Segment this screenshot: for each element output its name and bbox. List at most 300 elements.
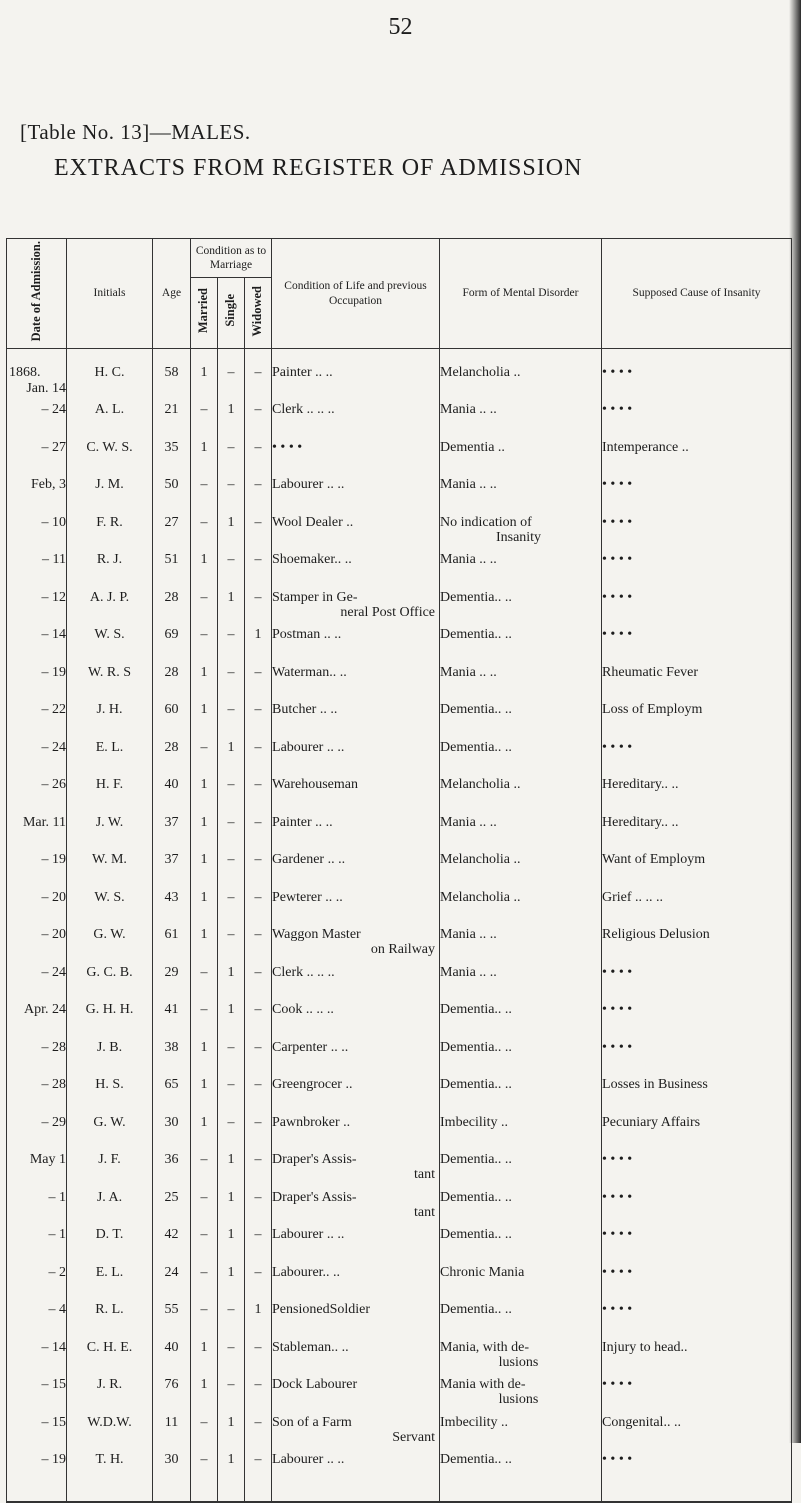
occupation-text: Greengrocer .. — [272, 1077, 353, 1092]
cell-married: 1 — [191, 349, 218, 400]
cell-widowed: – — [245, 1149, 272, 1187]
cell-widowed: – — [245, 999, 272, 1037]
occupation-text: Labourer .. .. — [272, 1452, 345, 1467]
cell-cause: • • • • — [602, 512, 792, 550]
cell-age: 30 — [153, 1112, 191, 1150]
cell-age: 36 — [153, 1149, 191, 1187]
occupation-text: Gardener .. .. — [272, 852, 346, 867]
cell-occupation — [272, 399, 440, 437]
cell-widowed: – — [245, 924, 272, 962]
cell-cause: • • • • — [602, 1449, 792, 1502]
cell-occupation — [272, 812, 440, 850]
form-text: Mania .. .. — [440, 552, 497, 567]
cell-form — [440, 399, 602, 437]
admission-register-table — [6, 238, 792, 1503]
cell-single: 1 — [218, 737, 245, 775]
form-text: Dementia.. .. — [440, 1189, 512, 1205]
occupation-text: Labourer .. .. — [272, 477, 345, 492]
cell-age: 40 — [153, 1337, 191, 1375]
table-row — [7, 812, 792, 850]
table-title: [Table No. 13]—MALES. — [20, 120, 251, 144]
occupation-text: Warehouseman — [272, 777, 358, 792]
cell-initials: D. T. — [67, 1224, 153, 1262]
cell-age: 76 — [153, 1374, 191, 1412]
cell-married: 1 — [191, 849, 218, 887]
cell-single: 1 — [218, 1149, 245, 1187]
cell-date — [7, 1224, 67, 1262]
table-row — [7, 624, 792, 662]
cell-date — [7, 1074, 67, 1112]
cell-married: – — [191, 737, 218, 775]
date-value: – 19 — [41, 664, 66, 680]
cell-cause: • • • • — [602, 399, 792, 437]
cell-date — [7, 1374, 67, 1412]
cell-age: 25 — [153, 1187, 191, 1225]
cell-single: 1 — [218, 962, 245, 1000]
cell-form — [440, 1449, 602, 1502]
cell-occupation — [272, 1224, 440, 1262]
cell-married: 1 — [191, 1337, 218, 1375]
cell-married: – — [191, 587, 218, 625]
cell-widowed: – — [245, 1374, 272, 1412]
form-text: Mania .. .. — [440, 477, 497, 492]
table-row — [7, 1337, 792, 1375]
cell-single: – — [218, 699, 245, 737]
cell-date — [7, 474, 67, 512]
cell-occupation — [272, 587, 440, 625]
form-text: Dementia.. .. — [440, 702, 512, 717]
table-row — [7, 437, 792, 475]
cell-age: 35 — [153, 437, 191, 475]
cell-initials: W. S. — [67, 624, 153, 662]
cell-single: – — [218, 1112, 245, 1150]
table-row — [7, 1187, 792, 1225]
form-text: Imbecility .. — [440, 1414, 509, 1430]
cell-date — [7, 812, 67, 850]
cell-initials: F. R. — [67, 512, 153, 550]
table-row — [7, 662, 792, 700]
cell-cause: Loss of Employm — [602, 699, 792, 737]
cell-form — [440, 349, 602, 400]
cell-form — [440, 1112, 602, 1150]
cell-form — [440, 699, 602, 737]
cell-age: 28 — [153, 662, 191, 700]
occupation-text: Wool Dealer .. — [272, 514, 354, 530]
table-row — [7, 887, 792, 925]
cell-occupation — [272, 1337, 440, 1375]
cell-age: 24 — [153, 1262, 191, 1300]
cell-occupation — [272, 1149, 440, 1187]
cell-occupation — [272, 737, 440, 775]
cell-widowed: – — [245, 1112, 272, 1150]
occupation-text: Stableman.. .. — [272, 1339, 349, 1355]
header-initials: Initials — [67, 239, 153, 349]
occupation-text: Butcher .. .. — [272, 702, 338, 717]
occupation-text: Shoemaker.. .. — [272, 552, 352, 567]
date-value: Jan. 14 — [26, 381, 66, 397]
cell-single: – — [218, 1037, 245, 1075]
occupation-text: Dock Labourer — [272, 1377, 358, 1392]
cell-married: 1 — [191, 1374, 218, 1412]
cell-age: 51 — [153, 549, 191, 587]
cell-married: 1 — [191, 887, 218, 925]
cell-date — [7, 624, 67, 662]
cell-form — [440, 887, 602, 925]
cell-occupation — [272, 1449, 440, 1502]
cell-occupation — [272, 849, 440, 887]
cell-married: 1 — [191, 699, 218, 737]
cell-widowed: – — [245, 549, 272, 587]
cell-date — [7, 1112, 67, 1150]
table-row — [7, 1262, 792, 1300]
cell-form — [440, 999, 602, 1037]
cell-widowed: – — [245, 1224, 272, 1262]
table-row — [7, 962, 792, 1000]
table-row — [7, 1412, 792, 1450]
cell-occupation — [272, 1074, 440, 1112]
cell-date — [7, 962, 67, 1000]
date-value: – 27 — [41, 439, 66, 455]
cell-single: – — [218, 1374, 245, 1412]
cell-widowed: – — [245, 1037, 272, 1075]
cell-single: – — [218, 849, 245, 887]
cell-age: 21 — [153, 399, 191, 437]
cell-single: – — [218, 924, 245, 962]
cell-occupation — [272, 349, 440, 400]
cell-married: 1 — [191, 437, 218, 475]
cell-date — [7, 1149, 67, 1187]
cell-cause: • • • • — [602, 1224, 792, 1262]
cell-cause: • • • • — [602, 587, 792, 625]
cell-cause: • • • • — [602, 962, 792, 1000]
cell-cause: • • • • — [602, 1037, 792, 1075]
cell-single: 1 — [218, 999, 245, 1037]
date-value: – 29 — [41, 1114, 66, 1130]
header-married: Married — [191, 278, 218, 349]
occupation-text: Painter .. .. — [272, 365, 333, 380]
cell-form — [440, 437, 602, 475]
occupation-text: Clerk .. .. .. — [272, 964, 335, 980]
cell-married: – — [191, 1412, 218, 1450]
date-value: – 20 — [41, 889, 66, 905]
cell-form — [440, 1262, 602, 1300]
cell-married: 1 — [191, 812, 218, 850]
date-value: – 20 — [41, 927, 66, 942]
date-value: – 28 — [41, 1039, 66, 1055]
header-form: Form of Mental Disorder — [440, 239, 602, 349]
cell-single: – — [218, 549, 245, 587]
cell-initials: C. H. E. — [67, 1337, 153, 1375]
cell-cause: Losses in Business — [602, 1074, 792, 1112]
cell-initials: A. J. P. — [67, 587, 153, 625]
cell-widowed: – — [245, 662, 272, 700]
cell-initials: A. L. — [67, 399, 153, 437]
cell-widowed: 1 — [245, 1299, 272, 1337]
occupation-text: • • • • — [272, 439, 303, 455]
cell-date — [7, 1337, 67, 1375]
table-row — [7, 549, 792, 587]
cell-cause: Hereditary.. .. — [602, 774, 792, 812]
cell-married: 1 — [191, 662, 218, 700]
cell-age: 50 — [153, 474, 191, 512]
table-row — [7, 587, 792, 625]
cell-widowed: – — [245, 399, 272, 437]
cell-date — [7, 699, 67, 737]
cell-initials: H. F. — [67, 774, 153, 812]
occupation-text: Stamper in Ge- — [272, 589, 358, 605]
cell-widowed: – — [245, 1412, 272, 1450]
date-value: – 15 — [41, 1377, 66, 1392]
cell-widowed: – — [245, 887, 272, 925]
cell-single: – — [218, 474, 245, 512]
table-row — [7, 1112, 792, 1150]
cell-form — [440, 774, 602, 812]
cell-married: – — [191, 474, 218, 512]
form-text: Mania .. .. — [440, 964, 497, 980]
cell-occupation — [272, 624, 440, 662]
cell-date — [7, 1262, 67, 1300]
cell-cause: • • • • — [602, 624, 792, 662]
cell-widowed: – — [245, 1337, 272, 1375]
cell-date — [7, 849, 67, 887]
header-single: Single — [218, 278, 245, 349]
cell-date — [7, 549, 67, 587]
cell-age: 42 — [153, 1224, 191, 1262]
cell-widowed: – — [245, 587, 272, 625]
cell-occupation — [272, 512, 440, 550]
cell-form — [440, 737, 602, 775]
cell-initials: E. L. — [67, 737, 153, 775]
cell-initials: J. A. — [67, 1187, 153, 1225]
occupation-text: PensionedSoldier — [272, 1302, 371, 1317]
cell-occupation — [272, 437, 440, 475]
cell-initials: J. H. — [67, 699, 153, 737]
cell-date — [7, 1187, 67, 1225]
cell-single: – — [218, 1074, 245, 1112]
date-value: – 14 — [41, 1339, 66, 1355]
form-text: Dementia.. .. — [440, 739, 512, 755]
occupation-text: Labourer .. .. — [272, 1227, 345, 1242]
occupation-continuation: tant — [414, 1167, 436, 1183]
cell-age: 38 — [153, 1037, 191, 1075]
cell-age: 40 — [153, 774, 191, 812]
date-value: – 12 — [41, 589, 66, 605]
cell-date — [7, 399, 67, 437]
cell-cause: Congenital.. .. — [602, 1412, 792, 1450]
header-age: Age — [153, 239, 191, 349]
cell-initials: H. S. — [67, 1074, 153, 1112]
cell-age: 29 — [153, 962, 191, 1000]
date-value: – 10 — [41, 514, 66, 530]
table-row — [7, 1374, 792, 1412]
cell-widowed: – — [245, 737, 272, 775]
cell-form — [440, 812, 602, 850]
cell-cause: Grief .. .. .. — [602, 887, 792, 925]
cell-initials: R. L. — [67, 1299, 153, 1337]
cell-married: – — [191, 1149, 218, 1187]
occupation-text: Pawnbroker .. — [272, 1114, 351, 1130]
cell-occupation — [272, 1412, 440, 1450]
form-text: Dementia.. .. — [440, 1039, 512, 1055]
cell-single: – — [218, 624, 245, 662]
cell-date — [7, 512, 67, 550]
cell-initials: W. M. — [67, 849, 153, 887]
cell-age: 28 — [153, 587, 191, 625]
cell-age: 28 — [153, 737, 191, 775]
date-value: – 19 — [41, 852, 66, 867]
form-text: Dementia.. .. — [440, 1152, 512, 1167]
table-row — [7, 349, 792, 400]
occupation-continuation: Servant — [392, 1429, 436, 1445]
date-value: – 1 — [48, 1227, 66, 1242]
cell-initials: G. W. — [67, 1112, 153, 1150]
table-row — [7, 512, 792, 550]
date-value: – 24 — [41, 964, 66, 980]
cell-form — [440, 1187, 602, 1225]
cell-date — [7, 349, 67, 400]
form-text: Mania, with de- — [440, 1339, 530, 1355]
cell-cause: • • • • — [602, 1149, 792, 1187]
form-text: Chronic Mania — [440, 1264, 525, 1280]
date-value: – 26 — [41, 777, 66, 792]
cell-married: 1 — [191, 774, 218, 812]
cell-widowed: – — [245, 849, 272, 887]
cell-cause: • • • • — [602, 999, 792, 1037]
cell-date — [7, 774, 67, 812]
cell-married: – — [191, 1262, 218, 1300]
cell-occupation — [272, 1037, 440, 1075]
cell-occupation — [272, 887, 440, 925]
form-continuation: lusions — [498, 1354, 539, 1370]
cell-married: 1 — [191, 549, 218, 587]
cell-cause: Intemperance .. — [602, 437, 792, 475]
date-value: – 4 — [48, 1302, 66, 1317]
cell-married: – — [191, 1299, 218, 1337]
form-text: Melancholia .. — [440, 365, 521, 380]
cell-age: 69 — [153, 624, 191, 662]
header-date: Date of Admission. — [7, 239, 67, 349]
date-value: – 28 — [41, 1077, 66, 1092]
cell-form — [440, 1149, 602, 1187]
cell-married: – — [191, 1449, 218, 1502]
cell-age: 41 — [153, 999, 191, 1037]
date-value: – 24 — [41, 402, 66, 417]
cell-age: 30 — [153, 1449, 191, 1502]
form-text: Dementia.. .. — [440, 1302, 512, 1317]
occupation-text: Carpenter .. .. — [272, 1039, 349, 1055]
header-cause: Supposed Cause of Insanity — [602, 239, 792, 349]
cell-form — [440, 1374, 602, 1412]
cell-cause: Want of Employm — [602, 849, 792, 887]
cell-form — [440, 849, 602, 887]
cell-widowed: 1 — [245, 624, 272, 662]
cell-date — [7, 924, 67, 962]
cell-initials: T. H. — [67, 1449, 153, 1502]
cell-initials: G. W. — [67, 924, 153, 962]
table-row — [7, 1449, 792, 1502]
form-text: Mania with de- — [440, 1377, 526, 1392]
cell-age: 61 — [153, 924, 191, 962]
cell-married: 1 — [191, 1037, 218, 1075]
cell-occupation — [272, 549, 440, 587]
cell-date — [7, 1449, 67, 1502]
occupation-text: Clerk .. .. .. — [272, 402, 335, 417]
cell-occupation — [272, 999, 440, 1037]
form-text: Imbecility .. — [440, 1114, 509, 1130]
cell-occupation — [272, 699, 440, 737]
cell-cause: • • • • — [602, 549, 792, 587]
cell-form — [440, 662, 602, 700]
date-value: – 19 — [41, 1452, 66, 1467]
cell-single: 1 — [218, 1262, 245, 1300]
cell-cause: Injury to head.. — [602, 1337, 792, 1375]
cell-form — [440, 624, 602, 662]
occupation-text: Cook .. .. .. — [272, 1002, 334, 1017]
date-value: May 1 — [29, 1152, 66, 1167]
page-number: 52 — [388, 14, 413, 40]
cell-age: 37 — [153, 849, 191, 887]
form-text: Melancholia .. — [440, 852, 521, 867]
cell-cause: • • • • — [602, 1187, 792, 1225]
form-text: Dementia.. .. — [440, 627, 512, 642]
form-continuation: Insanity — [495, 529, 542, 545]
cell-widowed: – — [245, 699, 272, 737]
table-row — [7, 1224, 792, 1262]
occupation-continuation: neral Post Office — [340, 604, 436, 620]
cell-age: 11 — [153, 1412, 191, 1450]
register-body — [7, 349, 792, 1502]
form-text: Melancholia .. — [440, 777, 521, 792]
cell-form — [440, 587, 602, 625]
form-text: Dementia.. .. — [440, 1077, 512, 1092]
occupation-text: Labourer.. .. — [272, 1264, 341, 1280]
cell-age: 37 — [153, 812, 191, 850]
cell-single: – — [218, 349, 245, 400]
table-row — [7, 1149, 792, 1187]
occupation-text: Pewterer .. .. — [272, 889, 343, 905]
occupation-text: Son of a Farm — [272, 1414, 352, 1430]
cell-age: 60 — [153, 699, 191, 737]
cell-form — [440, 1299, 602, 1337]
cell-initials: H. C. — [67, 349, 153, 400]
cell-married: 1 — [191, 924, 218, 962]
cell-cause: • • • • — [602, 1374, 792, 1412]
occupation-text: Postman .. .. — [272, 627, 342, 642]
cell-single: 1 — [218, 1187, 245, 1225]
cell-widowed: – — [245, 1449, 272, 1502]
date-value: Apr. 24 — [24, 1002, 66, 1017]
cell-initials: G. C. B. — [67, 962, 153, 1000]
cell-single: – — [218, 1299, 245, 1337]
cell-married: – — [191, 1224, 218, 1262]
cell-occupation — [272, 1374, 440, 1412]
cell-cause: • • • • — [602, 1262, 792, 1300]
cell-single: 1 — [218, 1449, 245, 1502]
date-value: – 14 — [41, 627, 66, 642]
form-text: Dementia.. .. — [440, 1002, 512, 1017]
form-text: Melancholia .. — [440, 889, 521, 905]
cell-widowed: – — [245, 474, 272, 512]
cell-form — [440, 549, 602, 587]
cell-widowed: – — [245, 1074, 272, 1112]
cell-married: – — [191, 399, 218, 437]
occupation-text: Labourer .. .. — [272, 739, 345, 755]
form-text: Dementia .. — [440, 439, 505, 455]
cell-occupation — [272, 474, 440, 512]
cell-form — [440, 474, 602, 512]
cell-age: 65 — [153, 1074, 191, 1112]
table-row — [7, 699, 792, 737]
